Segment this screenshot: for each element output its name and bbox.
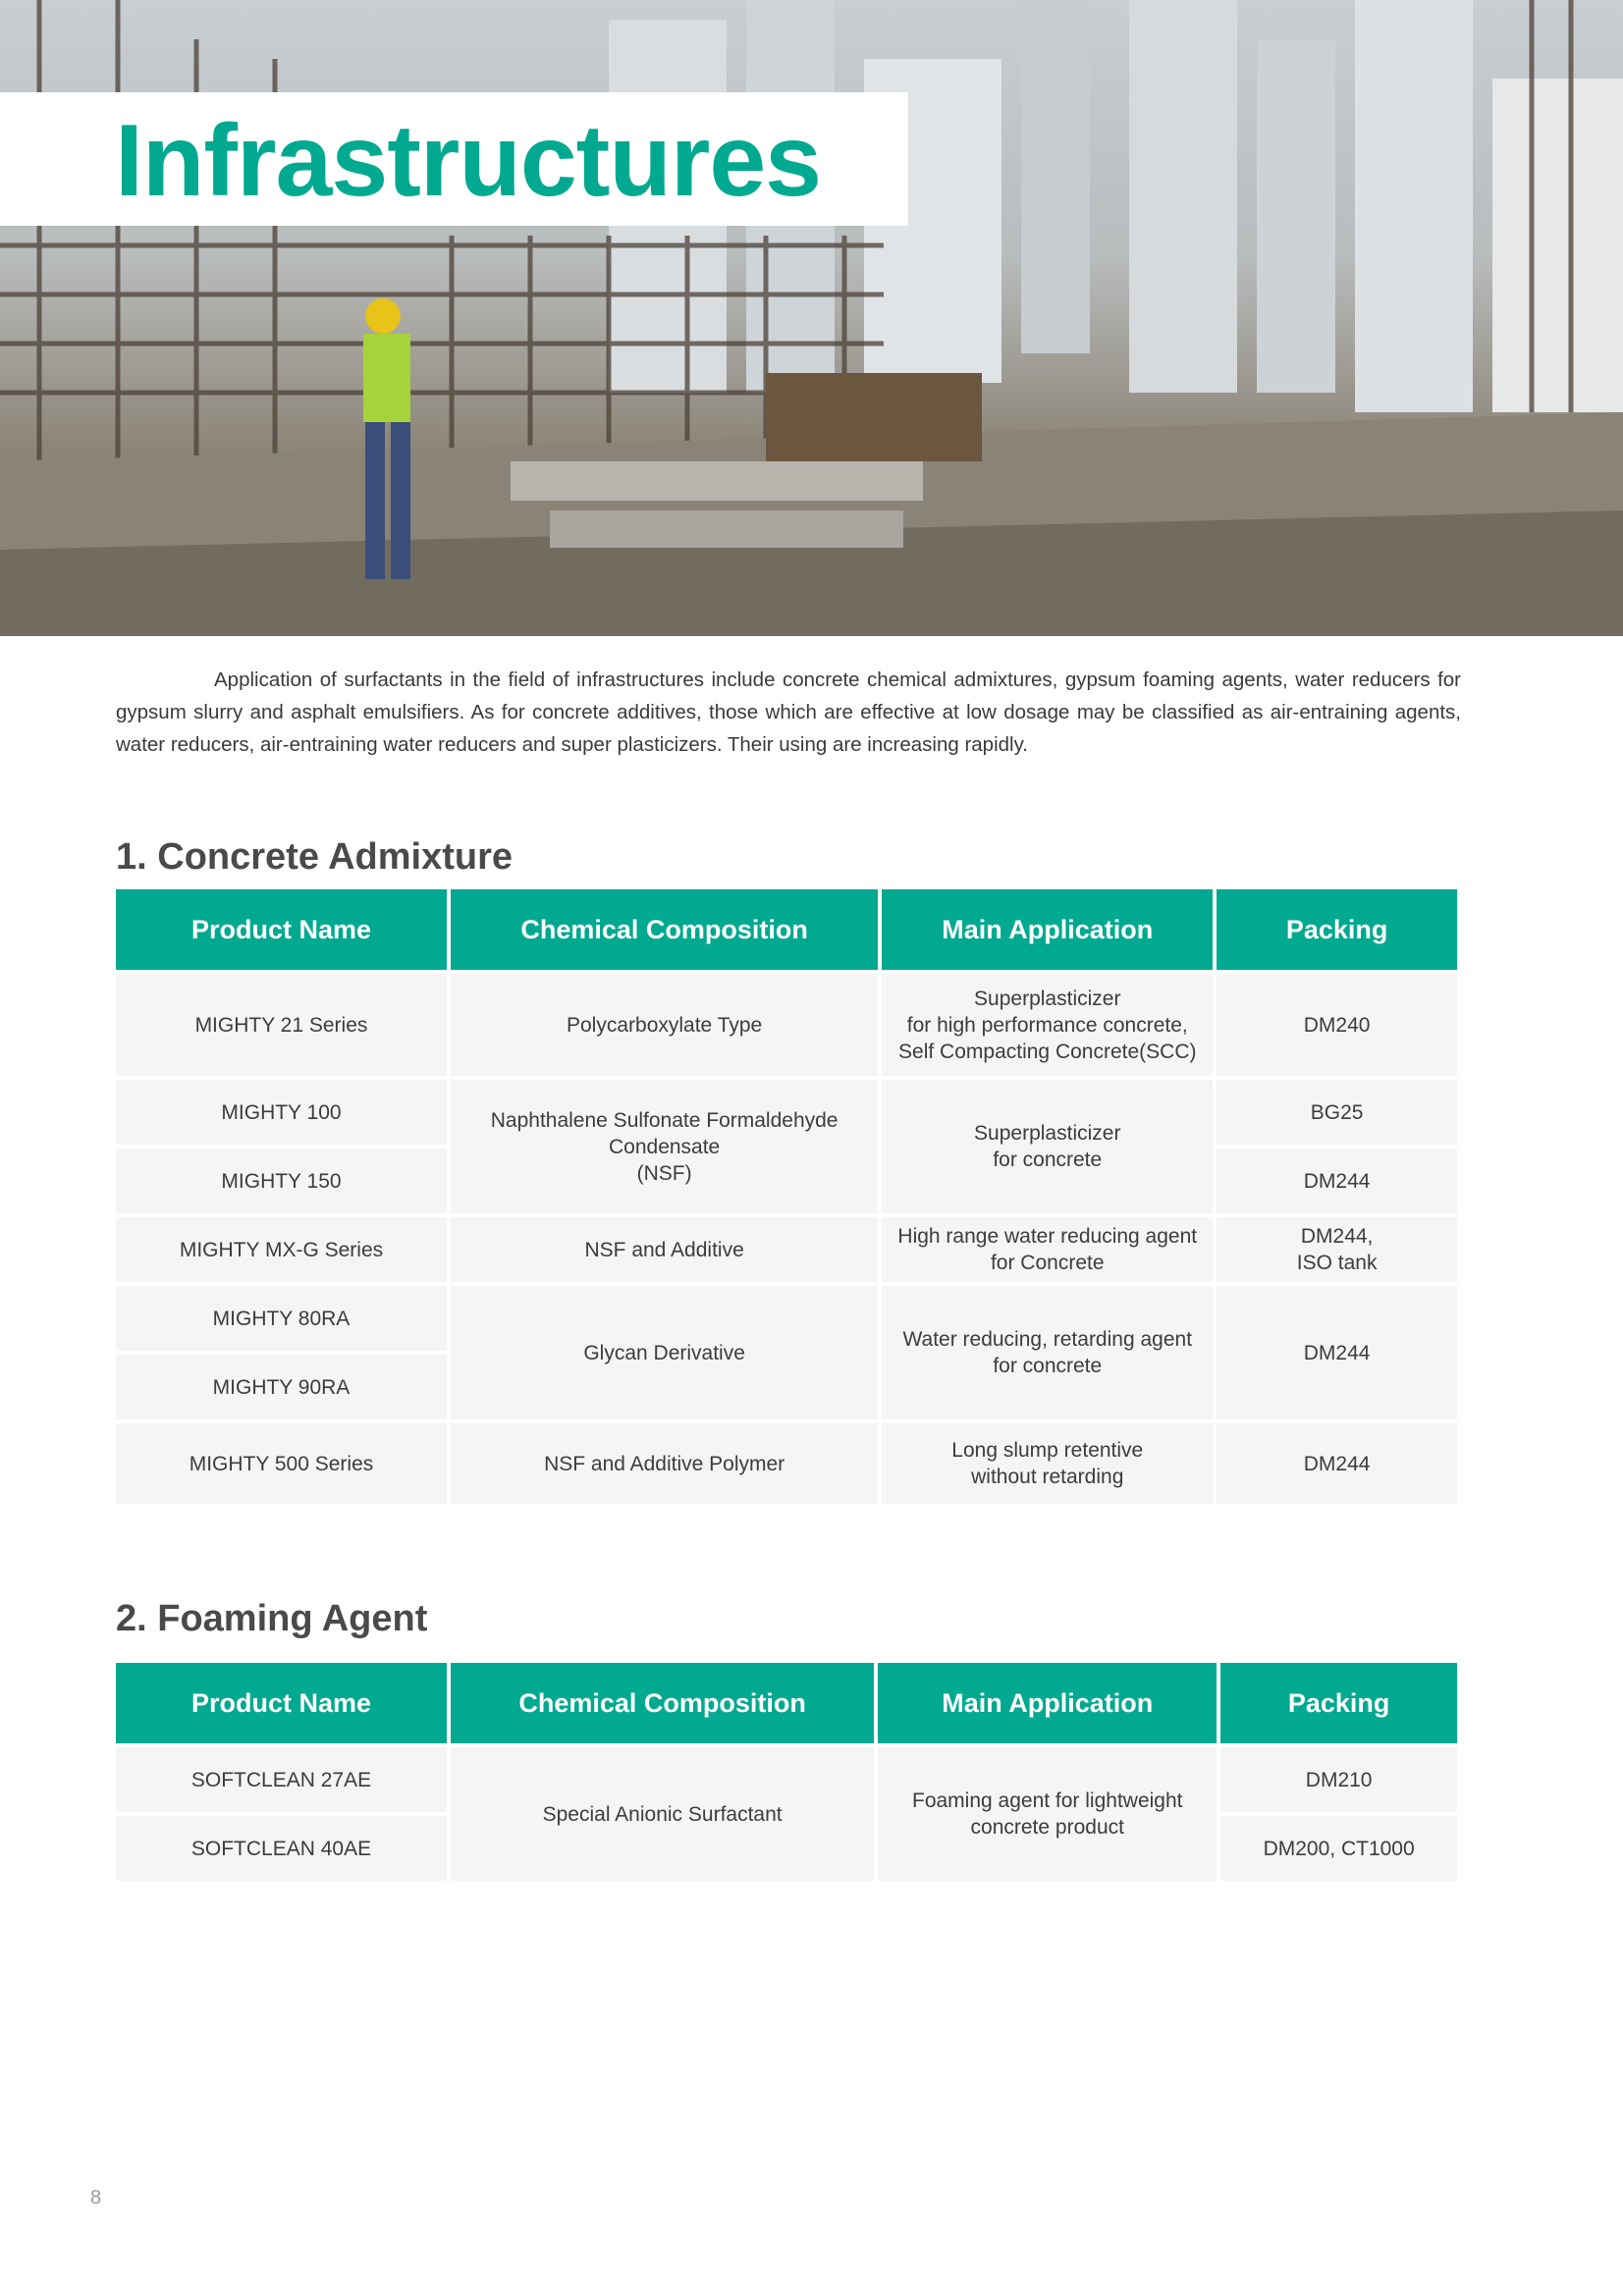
table-row (116, 1286, 1457, 1351)
product-name-cell: SOFTCLEAN 40AE (116, 1816, 447, 1881)
product-name-cell: MIGHTY 90RA (116, 1355, 447, 1419)
header-main-application: Main Application (882, 889, 1213, 970)
product-name-cell: MIGHTY 150 (116, 1148, 447, 1213)
header-main-application: Main Application (878, 1663, 1217, 1743)
page-title: Infrastructures (115, 104, 821, 218)
header-packing: Packing (1220, 1663, 1457, 1743)
section-heading-concrete-admixture: 1. Concrete Admixture (116, 836, 514, 878)
packing-cell: BG25 (1217, 1080, 1457, 1145)
section-heading-foaming-agent: 2. Foaming Agent (116, 1598, 428, 1639)
packing-cell: DM244 (1217, 1423, 1457, 1504)
composition-cell: Special Anionic Surfactant (451, 1747, 874, 1881)
product-name-cell: MIGHTY 100 (116, 1080, 447, 1145)
application-cell: Superplasticizer for concrete (882, 1080, 1213, 1213)
composition-cell: NSF and Additive (451, 1217, 878, 1282)
header-product-name: Product Name (116, 1663, 447, 1743)
composition-cell: NSF and Additive Polymer (451, 1423, 878, 1504)
table-row (116, 1080, 1457, 1145)
table-row (116, 1423, 1457, 1504)
header-chemical-composition: Chemical Composition (451, 889, 878, 970)
product-name-cell: MIGHTY 500 Series (116, 1423, 447, 1504)
intro-paragraph: Application of surfactants in the field of infrastructures include concrete chemical admixtures, gypsum foaming agents, water reducers for gypsum slurry and asphalt emulsifiers. As for concrete additives, those which are effective at low dosage may be classified as air-entraining agents, water reducers, air-entraining water reducers and super plasticizers. Their using are increasing rapidly. (116, 668, 1461, 756)
application-cell: High range water reducing agent for Concrete (882, 1217, 1213, 1282)
concrete-admixture-table (112, 885, 1461, 1508)
product-name-cell: SOFTCLEAN 27AE (116, 1747, 447, 1812)
table-row (116, 1217, 1457, 1282)
page-number: 8 (90, 2187, 102, 2209)
packing-cell: DM244, ISO tank (1217, 1217, 1457, 1282)
application-cell: Water reducing, retarding agent for concrete (882, 1286, 1213, 1419)
packing-cell: DM244 (1217, 1148, 1457, 1213)
product-name-cell: MIGHTY 21 Series (116, 974, 447, 1076)
foaming-agent-table (112, 1659, 1461, 1885)
table-header-row (116, 1663, 1457, 1743)
packing-cell: DM240 (1217, 974, 1457, 1076)
table-header-row (116, 889, 1457, 970)
composition-cell: Naphthalene Sulfonate Formaldehyde Condensate (NSF) (451, 1080, 878, 1213)
application-cell: Superplasticizer for high performance concrete, Self Compacting Concrete(SCC) (882, 974, 1213, 1076)
table-row (116, 1747, 1457, 1812)
application-cell: Foaming agent for lightweight concrete product (878, 1747, 1217, 1881)
product-name-cell: MIGHTY MX-G Series (116, 1217, 447, 1282)
product-name-cell: MIGHTY 80RA (116, 1286, 447, 1351)
packing-cell: DM200, CT1000 (1220, 1816, 1457, 1881)
table-row (116, 974, 1457, 1076)
composition-cell: Glycan Derivative (451, 1286, 878, 1419)
header-packing: Packing (1217, 889, 1457, 970)
composition-cell: Polycarboxylate Type (451, 974, 878, 1076)
packing-cell: DM244 (1217, 1286, 1457, 1419)
application-cell: Long slump retentive without retarding (882, 1423, 1213, 1504)
packing-cell: DM210 (1220, 1747, 1457, 1812)
header-chemical-composition: Chemical Composition (451, 1663, 874, 1743)
header-product-name: Product Name (116, 889, 447, 970)
